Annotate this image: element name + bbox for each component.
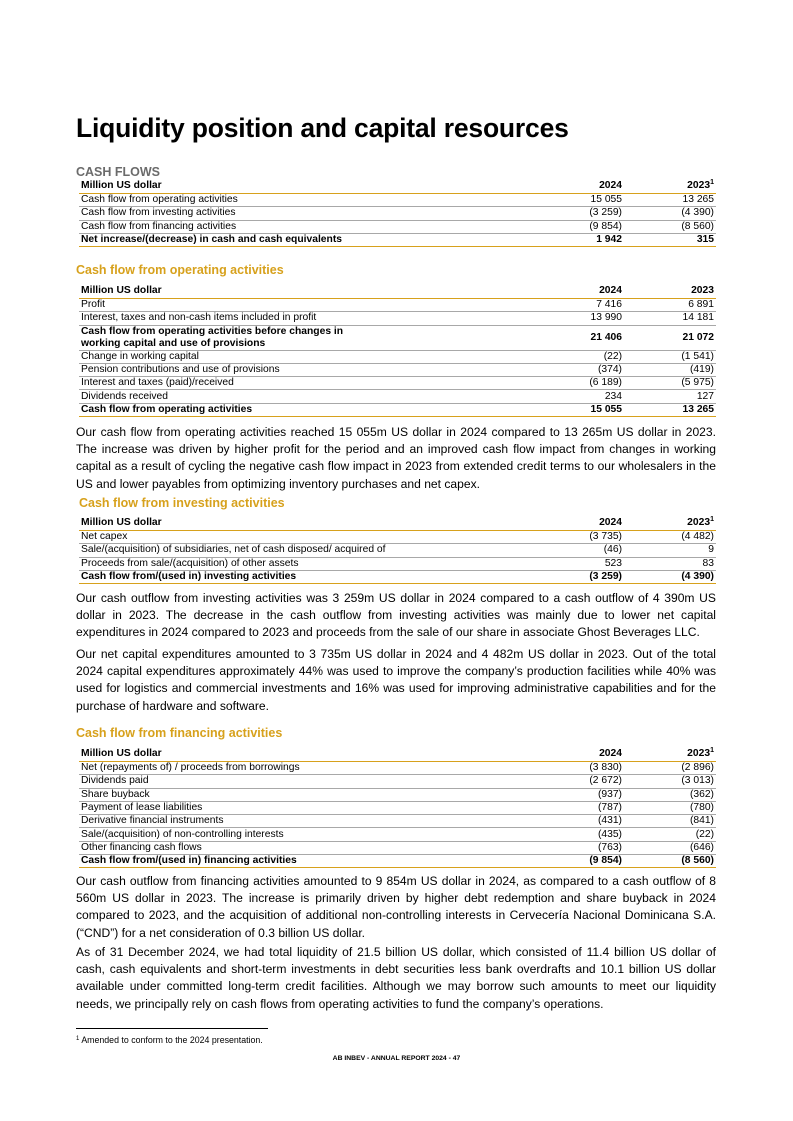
table-row [79, 828, 716, 841]
row-value-2023: (780) [624, 801, 716, 814]
table-header-row [79, 516, 716, 531]
column-header: 2023 [624, 284, 716, 299]
row-label: Cash flow from investing activities [79, 207, 535, 220]
row-label: Cash flow from/(used in) financing activities [79, 855, 535, 868]
footnote-divider [76, 1028, 268, 1029]
row-value-2024: 1 942 [535, 233, 624, 246]
row-value-2024: (9 854) [535, 220, 624, 233]
table-row [79, 531, 716, 544]
row-value-2024: (3 259) [535, 570, 624, 583]
row-label: Cash flow from operating activities before changes in working capital and use of provisions [79, 325, 535, 350]
table-row [79, 220, 716, 233]
column-header: Million US dollar [79, 179, 535, 194]
row-value-2023: (8 560) [624, 220, 716, 233]
footnote-marker: 1 [76, 1036, 80, 1042]
row-label: Net increase/(decrease) in cash and cash equivalents [79, 233, 535, 246]
table-row [79, 299, 716, 312]
table-row [79, 350, 716, 363]
table-row [79, 788, 716, 801]
row-value-2023: 6 891 [624, 299, 716, 312]
row-label: Interest and taxes (paid)/received [79, 377, 535, 390]
cash-flows-heading: CASH FLOWS [76, 165, 161, 179]
row-label: Dividends paid [79, 775, 535, 788]
row-value-2023: (362) [624, 788, 716, 801]
table-row [79, 815, 716, 828]
column-header: 2024 [535, 747, 624, 762]
row-value-2024: 234 [535, 390, 624, 403]
operating-paragraph: Our cash flow from operating activities reached 15 055m US dollar in 2024 compared to 13 265m US dollar in 2023. The increase was driven by higher profit for the period and an improved cash flow impact from changes in working capital as a result of cycling the negative cash flow impact in 2023 from extended credit terms to our wholesalers in the US and lower payables from optimizing inventory purchases and net capex. [76, 425, 716, 491]
table-row [79, 377, 716, 390]
column-header: Million US dollar [79, 516, 535, 531]
row-label: Pension contributions and use of provisions [79, 363, 535, 376]
footnote-marker: 1 [710, 515, 714, 523]
investing-paragraph-1: Our cash outflow from investing activities was 3 259m US dollar in 2024 compared to a cash outflow of 4 390m US dollar in 2023. The decrease in the cash outflow from investing activities was mainly due to lower net capital expenditures in 2024 compared to 2023 and proceeds from the sale of our share in associate Ghost Beverages LLC. [76, 591, 716, 640]
row-value-2024: (3 830) [535, 762, 624, 775]
row-label: Proceeds from sale/(acquisition) of other assets [79, 557, 535, 570]
table-row [79, 312, 716, 325]
table-total-row [79, 570, 716, 583]
table-row [79, 762, 716, 775]
row-value-2024: (6 189) [535, 377, 624, 390]
table-row [79, 557, 716, 570]
row-label: Share buyback [79, 788, 535, 801]
row-value-2024: (2 672) [535, 775, 624, 788]
table-row [79, 390, 716, 403]
table-total-row [79, 233, 716, 246]
table-row [79, 801, 716, 814]
row-label: Payment of lease liabilities [79, 801, 535, 814]
row-value-2023: 21 072 [624, 325, 716, 350]
row-value-2023: 127 [624, 390, 716, 403]
financing-paragraph-1: Our cash outflow from financing activities amounted to 9 854m US dollar in 2024, as compared to a cash outflow of 8 560m US dollar in 2023. The increase is primarily driven by higher debt redemption and share buyback in 2024 compared to 2023, and the acquisition of additional non-controlling interests in Cervecería Nacional Dominicana S.A. (“CND”) for a net consideration of 0.3 billion US dollar. [76, 874, 716, 940]
footnote [76, 1035, 263, 1045]
table-header-row [79, 284, 716, 299]
row-value-2024: 523 [535, 557, 624, 570]
row-value-2024: 15 055 [535, 194, 624, 207]
table-row [79, 544, 716, 557]
table-header-row [79, 179, 716, 194]
investing-paragraph-2: Our net capital expenditures amounted to 3 735m US dollar in 2024 and 4 482m US dollar in 2023. Out of the total 2024 capital expenditures approximately 44% was used to improve the company’s production facilities while 40% was used for logistics and commercial investments and 16% was used for improving administrative capabilities and for the purchase of hardware and software. [76, 647, 716, 713]
row-value-2023: (5 975) [624, 377, 716, 390]
row-value-2024: (46) [535, 544, 624, 557]
row-value-2023: (4 390) [624, 207, 716, 220]
row-label: Sale/(acquisition) of non-controlling interests [79, 828, 535, 841]
table-total-row [79, 855, 716, 868]
row-value-2024: (937) [535, 788, 624, 801]
row-value-2024: (431) [535, 815, 624, 828]
row-value-2023: (3 013) [624, 775, 716, 788]
row-value-2024: (763) [535, 841, 624, 854]
row-label: Net capex [79, 531, 535, 544]
row-value-2024: 21 406 [535, 325, 624, 350]
column-header: Million US dollar [79, 284, 535, 299]
row-value-2023: (22) [624, 828, 716, 841]
row-value-2024: (435) [535, 828, 624, 841]
row-label: Change in working capital [79, 350, 535, 363]
row-value-2023: 14 181 [624, 312, 716, 325]
row-value-2024: (787) [535, 801, 624, 814]
column-header: Million US dollar [79, 747, 535, 762]
row-label: Other financing cash flows [79, 841, 535, 854]
row-value-2024: 7 416 [535, 299, 624, 312]
row-value-2023: (841) [624, 815, 716, 828]
row-label: Dividends received [79, 390, 535, 403]
investing-heading: Cash flow from investing activities [79, 496, 285, 510]
row-value-2024: (3 259) [535, 207, 624, 220]
financing-table [79, 747, 716, 868]
footnote-marker: 1 [710, 746, 714, 754]
footnote-marker: 1 [710, 178, 714, 186]
cash-flows-table [79, 179, 716, 247]
column-header: 2023$^1$ [624, 747, 716, 762]
row-value-2023: 9 [624, 544, 716, 557]
table-row [79, 207, 716, 220]
investing-table [79, 516, 716, 584]
operating-table [79, 284, 716, 417]
operating-heading: Cash flow from operating activities [76, 263, 284, 277]
row-value-2023: 315 [624, 233, 716, 246]
row-value-2023: (8 560) [624, 855, 716, 868]
page-title: Liquidity position and capital resources [76, 113, 569, 143]
row-value-2024: (374) [535, 363, 624, 376]
page-footer: AB INBEV - ANNUAL REPORT 2024 - 47 [332, 1055, 461, 1062]
table-row [79, 363, 716, 376]
row-value-2023: 83 [624, 557, 716, 570]
table-total-row [79, 403, 716, 416]
column-header: 2024 [535, 284, 624, 299]
table-row [79, 775, 716, 788]
footnote-text: Amended to conform to the 2024 presentation. [81, 1035, 263, 1045]
row-value-2023: 13 265 [624, 194, 716, 207]
financing-heading: Cash flow from financing activities [76, 726, 283, 740]
row-value-2024: 15 055 [535, 403, 624, 416]
financing-paragraph-2: As of 31 December 2024, we had total liquidity of 21.5 billion US dollar, which consisted of 11.4 billion US dollar of cash, cash equivalents and short-term investments in debt securities less bank overdrafts and 10.1 billion US dollar available under committed long-term credit facilities. Although we may borrow such amounts to meet our liquidity needs, we principally rely on cash flows from operating activities to fund the company’s operations. [76, 945, 716, 1011]
table-row [79, 194, 716, 207]
column-header: 2023$^1$ [624, 516, 716, 531]
row-value-2023: (2 896) [624, 762, 716, 775]
row-value-2023: (646) [624, 841, 716, 854]
row-label: Cash flow from operating activities [79, 403, 535, 416]
table-header-row [79, 747, 716, 762]
row-value-2024: 13 990 [535, 312, 624, 325]
row-label: Net (repayments of) / proceeds from borrowings [79, 762, 535, 775]
row-value-2023: 13 265 [624, 403, 716, 416]
table-row [79, 841, 716, 854]
row-value-2023: (419) [624, 363, 716, 376]
column-header: 2023$^1$ [624, 179, 716, 194]
row-label: Cash flow from operating activities [79, 194, 535, 207]
row-value-2023: (4 482) [624, 531, 716, 544]
row-label: Sale/(acquisition) of subsidiaries, net of cash disposed/ acquired of [79, 544, 535, 557]
row-label: Cash flow from financing activities [79, 220, 535, 233]
row-label: Derivative financial instruments [79, 815, 535, 828]
table-subtotal-row [79, 325, 716, 350]
row-value-2023: (4 390) [624, 570, 716, 583]
column-header: 2024 [535, 179, 624, 194]
column-header: 2024 [535, 516, 624, 531]
row-label: Interest, taxes and non-cash items included in profit [79, 312, 535, 325]
row-label: Cash flow from/(used in) investing activities [79, 570, 535, 583]
row-value-2024: (9 854) [535, 855, 624, 868]
row-value-2024: (22) [535, 350, 624, 363]
row-value-2024: (3 735) [535, 531, 624, 544]
row-value-2023: (1 541) [624, 350, 716, 363]
row-label: Profit [79, 299, 535, 312]
